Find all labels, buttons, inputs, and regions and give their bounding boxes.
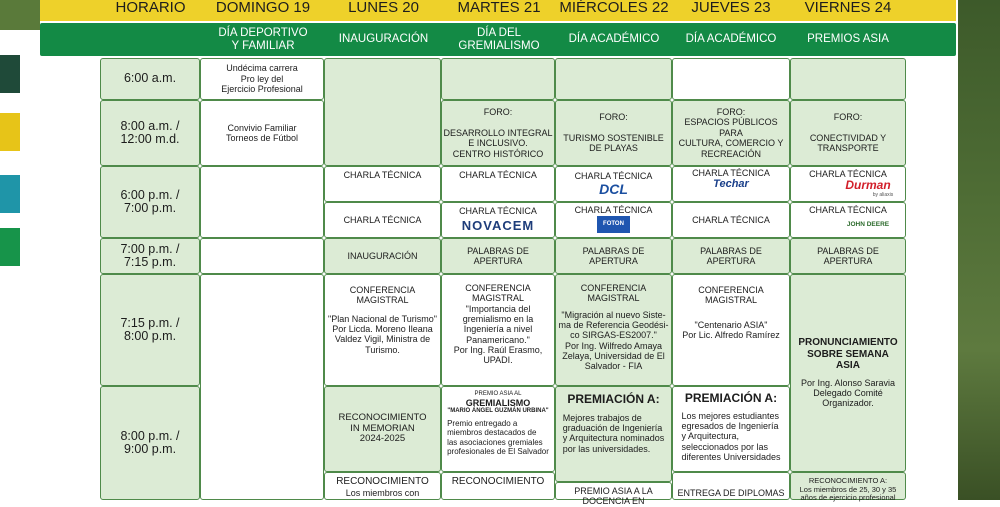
header-viernes: VIERNES 24 [804, 0, 892, 16]
friday-foro: FORO: CONECTIVIDAD Y TRANSPORTE [790, 100, 906, 166]
techar-logo-icon: Techar [713, 178, 749, 191]
charla-label: CHARLA TÉCNICA [809, 169, 887, 179]
monday-empty [324, 58, 441, 166]
dark-green-swatch [0, 55, 20, 93]
green-swatch [0, 228, 20, 266]
conferencia-title: CONFERENCIA MAGISTRAL [698, 285, 764, 306]
premiacion-body: Los mejores estudiantes egresados de Ingeniería y Arquitectura, seleccionados por las diferentes Universidades [681, 410, 781, 463]
theme-viernes: PREMIOS ASIA [807, 33, 889, 46]
pronunciamiento-body: Por Ing. Alonso Saravia Delegado Comité Organizador. [800, 377, 896, 409]
tuesday-palabras: PALABRAS DE APERTURA [441, 238, 555, 274]
charla-label: CHARLA TÉCNICA [692, 168, 770, 178]
reconocimiento-title: RECONOCIMIENTO [336, 476, 429, 487]
john-deere-logo-icon: JOHN DEERE [846, 221, 890, 229]
tuesday-premio-gremialismo [441, 386, 555, 472]
premio-name: "MARIO ÁNGEL GUZMÁN URBINA" [447, 408, 549, 415]
premio-big: GREMIALISMO [465, 397, 531, 408]
tuesday-charla-1: CHARLA TÉCNICA [441, 166, 555, 202]
friday-pronunciamiento [790, 274, 906, 472]
wednesday-premio-docencia: PREMIO ASIA A LA DOCENCIA EN [555, 482, 672, 500]
header-lunes: LUNES 20 [348, 0, 419, 16]
monday-charla-1: CHARLA TÉCNICA [324, 166, 441, 202]
charla-label: CHARLA TÉCNICA [809, 205, 887, 215]
charla-label: CHARLA TÉCNICA [574, 205, 653, 215]
thursday-charla-2: CHARLA TÉCNICA [672, 202, 790, 238]
thursday-diplomas: ENTREGA DE DIPLOMAS [672, 472, 790, 500]
premio-small: PREMIO ASIA AL [474, 391, 522, 397]
header-jueves: JUEVES 23 [691, 0, 771, 16]
wednesday-palabras: PALABRAS DE APERTURA [555, 238, 672, 274]
monday-in-memorian: RECONOCIMIENTO IN MEMORIAN 2024-2025 [324, 386, 441, 472]
tuesday-empty [441, 58, 555, 100]
top-left-photo-strip [0, 0, 40, 30]
thursday-palabras: PALABRAS DE APERTURA [672, 238, 790, 274]
conferencia-title: CONFERENCIA MAGISTRAL [465, 283, 531, 304]
sunday-carrera: Undécima carrera Pro ley del Ejercicio Profesional [200, 58, 324, 100]
charla-label: CHARLA TÉCNICA [574, 170, 653, 181]
pronunciamiento-title: PRONUNCIAMIENTO SOBRE SEMANA ASIA [798, 337, 898, 372]
thursday-foro: FORO: ESPACIOS PÚBLICOS PARA CULTURA, COMERCIO Y RECREACIÓN [672, 100, 790, 166]
theme-domingo: DÍA DEPORTIVO Y FAMILIAR [218, 27, 308, 52]
thursday-empty [672, 58, 790, 100]
time-6pm: 6:00 p.m. / 7:00 p.m. [100, 166, 200, 238]
charla-label: CHARLA TÉCNICA [459, 206, 537, 217]
thursday-charla-1 [672, 166, 790, 202]
conferencia-body: "Importancia del gremialismo en la Ingeniería a nivel Panamericano." Por Ing. Raúl Erasmo, UPADI. [453, 303, 543, 366]
wednesday-foro: FORO: TURISMO SOSTENIBLE DE PLAYAS [555, 100, 672, 166]
novacem-logo-icon: NOVACEM [461, 217, 535, 233]
monday-reconocimiento [324, 472, 441, 500]
header-martes: MARTES 21 [457, 0, 541, 16]
header-domingo: DOMINGO 19 [215, 0, 311, 16]
sunday-empty-2 [200, 238, 324, 274]
durman-logo-icon: Durman [845, 178, 891, 193]
theme-miercoles: DÍA ACADÉMICO [568, 33, 660, 46]
friday-empty [790, 58, 906, 100]
tuesday-charla-2 [441, 202, 555, 238]
monday-charla-2: CHARLA TÉCNICA [324, 202, 441, 238]
wednesday-empty [555, 58, 672, 100]
teal-swatch [0, 175, 20, 213]
time-8pm: 8:00 p.m. / 9:00 p.m. [100, 386, 200, 500]
tuesday-conferencia [441, 274, 555, 386]
friday-charla-2 [790, 202, 906, 238]
conferencia-body: "Migración al nuevo Siste- ma de Referencia Geodési- co SIRGAS-ES2007." Por Ing. Wilfredo Amaya Zelaya, Universidad de El Salvador - FIA [558, 309, 669, 372]
sunday-convivio: Convivio Familiar Torneos de Fútbol [200, 100, 324, 166]
durman-sub-label: by aliaxis [872, 192, 894, 199]
right-photo-strip [958, 0, 1000, 500]
wednesday-charla-2 [555, 202, 672, 238]
header-miercoles: MIÉRCOLES 22 [559, 0, 669, 16]
premiacion-body: Mejores trabajos de graduación de Ingeniería y Arquitectura nominados por las universidades. [562, 412, 665, 454]
monday-inauguracion: INAUGURACIÓN [324, 238, 441, 274]
wednesday-charla-1 [555, 166, 672, 202]
conferencia-body: "Plan Nacional de Turismo" Por Licda. Moreno Ileana Valdez Vigil, Ministra de Turismo. [328, 313, 437, 355]
wednesday-conferencia [555, 274, 672, 386]
dcl-logo-icon: DCL [599, 181, 628, 198]
theme-martes: DÍA DEL GREMIALISMO [458, 27, 540, 52]
yellow-swatch [0, 113, 20, 151]
wednesday-premiacion [555, 386, 672, 482]
sunday-empty-1 [200, 166, 324, 238]
conferencia-title: CONFERENCIA MAGISTRAL [580, 283, 647, 304]
friday-charla-1 [790, 166, 906, 202]
monday-conferencia [324, 274, 441, 386]
reconocimiento-body: Los miembros con [345, 487, 420, 498]
foton-logo-icon: FOTON [597, 216, 630, 233]
friday-reconocimiento: RECONOCIMIENTO A: Los miembros de 25, 30 y 35 años de ejercicio profesional [790, 472, 906, 500]
conferencia-title: CONFERENCIA MAGISTRAL [349, 285, 416, 306]
time-8am: 8:00 a.m. / 12:00 m.d. [100, 100, 200, 166]
premio-body: Premio entregado a miembros destacados de las asociaciones gremiales profesionales de El Salvador [447, 419, 549, 456]
friday-palabras: PALABRAS DE APERTURA [790, 238, 906, 274]
time-6am: 6:00 a.m. [100, 58, 200, 100]
theme-jueves: DÍA ACADÉMICO [685, 33, 777, 46]
premiacion-title: PREMIACIÓN A: [567, 392, 660, 406]
time-7pm: 7:00 p.m. / 7:15 p.m. [100, 238, 200, 274]
header-horario: HORARIO [115, 0, 186, 16]
sunday-empty-3 [200, 274, 324, 500]
tuesday-foro: FORO: DESARROLLO INTEGRAL E INCLUSIVO. CENTRO HISTÓRICO [441, 100, 555, 166]
time-715pm: 7:15 p.m. / 8:00 p.m. [100, 274, 200, 386]
tuesday-reconocimiento: RECONOCIMIENTO [441, 472, 555, 500]
theme-lunes: INAUGURACIÓN [338, 33, 429, 46]
thursday-conferencia [672, 274, 790, 386]
premiacion-title: PREMIACIÓN A: [684, 391, 778, 405]
thursday-premiacion [672, 386, 790, 472]
conferencia-body: "Centenario ASIA" Por Lic. Alfredo Ramírez [682, 319, 780, 341]
